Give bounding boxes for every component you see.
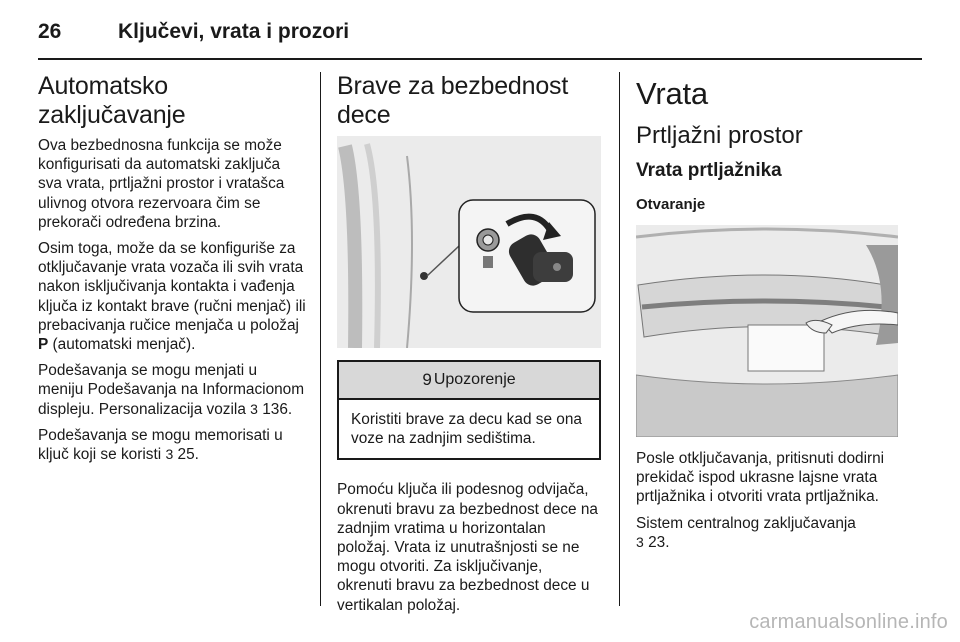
gear-position: P bbox=[38, 336, 49, 354]
paragraph bbox=[636, 514, 902, 552]
page-ref-icon: 3 bbox=[636, 533, 644, 550]
page-header bbox=[38, 12, 922, 52]
paragraph bbox=[38, 361, 306, 419]
text: Osim toga, može da se konfiguriše za otključavanje vrata vozača ili svih vrata nakon isključivanja kontakta i vađenja ključa iz kontakt brave (ručni menjač) ili prebacivanja ručice menjača u položaj bbox=[38, 240, 306, 334]
warning-icon: 9 bbox=[422, 370, 432, 389]
column-left bbox=[38, 72, 306, 471]
paragraph bbox=[38, 239, 306, 354]
section-heading: Brave za bezbednost dece bbox=[337, 72, 569, 129]
page-ref: 136. bbox=[262, 400, 293, 418]
text: (automatski menjač). bbox=[52, 336, 196, 354]
section-heading: Vrata bbox=[636, 76, 708, 111]
column-divider bbox=[320, 72, 321, 606]
warning-header bbox=[339, 362, 599, 400]
chapter-title: Ključevi, vrata i prozori bbox=[118, 20, 350, 43]
section-heading: Automatsko zaključavanje bbox=[38, 72, 186, 129]
warning-title: Upozorenje bbox=[433, 371, 516, 388]
warning-box bbox=[337, 360, 601, 460]
text: Podešavanja se mogu memorisati u ključ koji se koristi bbox=[38, 426, 283, 464]
paragraph: Posle otključavanja, pritisnuti dodirni prekidač ispod ukrasne lajsne vrata prtljažnika i otvoriti vrata prtljažnika. bbox=[636, 450, 885, 506]
text: Sistem centralnog zaključavanja bbox=[636, 514, 856, 532]
tailgate-illustration bbox=[636, 225, 898, 437]
page-ref-icon: 3 bbox=[165, 446, 174, 463]
page-ref-icon: 3 bbox=[250, 400, 258, 417]
child-lock-illustration bbox=[337, 136, 601, 348]
paragraph bbox=[38, 426, 306, 464]
subsection-heading: Prtljažni prostor bbox=[636, 122, 803, 149]
warning-text: Koristiti brave za decu kad se ona voze na zadnjim sedištima. bbox=[351, 411, 582, 448]
paragraph: Pomoću ključa ili podesnog odvijača, okrenuti bravu za bezbednost dece na zadnjim vratima u horizontalan položaj. Vrata iz unutrašnjosti se ne mogu otvoriti. Za isključivanje, okrenuti bravu za bezbednost dece u vertikalan položaj. bbox=[337, 481, 598, 614]
column-middle bbox=[337, 72, 601, 622]
paragraph: Ova bezbednosna funkcija se može konfigurisati da automatski zaključa sva vrata, prtljažni prostor i vratašca ulivnog otvora rezervoara čim se prekorači određena brzina. bbox=[38, 137, 285, 231]
watermark: carmanualsonline.info bbox=[749, 611, 948, 633]
page-ref: 23. bbox=[648, 533, 670, 551]
column-divider bbox=[619, 72, 620, 606]
header-rule bbox=[38, 58, 922, 60]
minor-heading: Otvaranje bbox=[636, 196, 706, 213]
page-number: 26 bbox=[38, 20, 62, 43]
page-ref: 25. bbox=[177, 446, 199, 464]
subsubsection-heading: Vrata prtljažnika bbox=[636, 160, 782, 181]
column-right bbox=[636, 72, 902, 559]
text: Podešavanja se mogu menjati u meniju Podešavanja na Informacionom displeju. Personalizacija vozila bbox=[38, 362, 305, 418]
